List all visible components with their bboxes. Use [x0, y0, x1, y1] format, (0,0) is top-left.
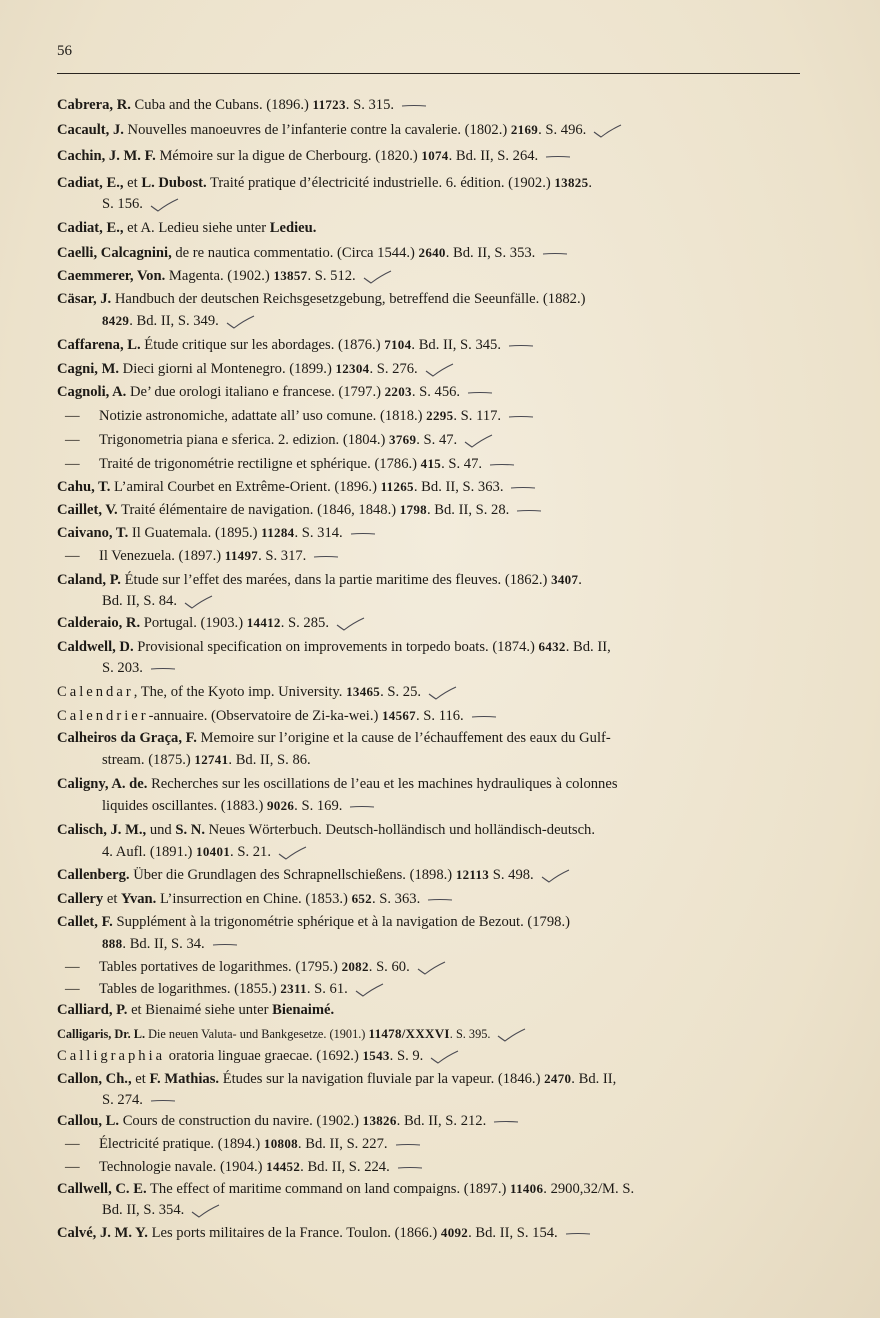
ditto-dash: — [65, 959, 80, 975]
entry-title: et A. Ledieu siehe unter [123, 220, 270, 236]
entry-title: Étude sur l’effet des marées, dans la partie maritime des fleuves. (1862.) [120, 572, 552, 588]
catalog-entry [57, 569, 817, 612]
ditto-dash: — [65, 1136, 80, 1152]
entry-author: Caland, P. [57, 572, 121, 588]
entry-continuation [57, 310, 817, 332]
catalog-entry [57, 145, 817, 167]
entry-title: Technologie navale. (1904.) [99, 1159, 267, 1175]
entry-author: Callenberg. [57, 867, 130, 883]
catalog-entry [57, 728, 817, 771]
entry-catalog-number: 13857 [273, 268, 308, 283]
entry-author: Callet, F. [57, 914, 113, 930]
catalog-entry [57, 358, 817, 380]
entry-location: . S. 21. [230, 844, 271, 860]
entry-author: Callery [57, 891, 104, 907]
entry-title-cont: S. 203. [102, 660, 143, 676]
entry-title: Die neuen Valuta- und Bankgesetze. (1901.) [145, 1027, 369, 1041]
entry-location: . S. 117. [453, 408, 502, 424]
entry-catalog-number: 13825 [554, 175, 589, 190]
dash-mark-icon [312, 550, 342, 564]
entry-title-cont: Bd. II, S. 84. [102, 593, 177, 609]
entry-title: Tables de logarithmes. (1855.) [99, 981, 281, 997]
entry-title-cont: S. 274. [102, 1092, 143, 1108]
check-mark-icon [540, 869, 570, 883]
catalog-entry [57, 1156, 825, 1178]
entry-spaced-title: Calligraphia [57, 1048, 166, 1064]
catalog-entry [57, 1045, 817, 1067]
entry-author: Cahu, T. [57, 479, 111, 495]
entry-continuation [57, 749, 817, 771]
entry-title-cont: L’insurrection en Chine. (1853.) [156, 891, 352, 907]
entry-title-cont: Bd. II, S. 354. [102, 1202, 185, 1218]
check-mark-icon [592, 124, 622, 138]
catalog-entry [57, 242, 817, 264]
entry-title: Memoire sur l’origine et la cause de l’échauffement des eaux du Gulf- [196, 730, 611, 746]
check-mark-icon [149, 198, 179, 212]
entry-location: . Bd. II, [571, 1071, 617, 1087]
catalog-entry [57, 545, 825, 567]
entry-coauthor: F. Mathias. [149, 1071, 220, 1087]
dash-mark-icon [396, 1161, 426, 1175]
entry-coauthor: S. N. [175, 822, 205, 838]
catalog-entry [57, 636, 817, 679]
check-mark-icon [427, 686, 457, 700]
entry-author: Calheiros da Graça, F. [57, 730, 197, 746]
catalog-entry [57, 522, 817, 544]
dash-mark-icon [348, 800, 378, 814]
entry-location: . Bd. II, [565, 639, 611, 655]
catalog-entry [57, 1178, 817, 1221]
catalog-entry [57, 1222, 817, 1244]
entry-author: Cacault, J. [57, 122, 124, 138]
entry-location: . S. 25. [380, 684, 422, 700]
entry-catalog-number: 11284 [261, 525, 295, 540]
ditto-dash: — [65, 548, 80, 564]
entry-catalog-number: 12304 [335, 361, 370, 376]
entry-continuation [57, 933, 817, 955]
check-mark-icon [429, 1050, 459, 1064]
catalog-entry [57, 381, 817, 403]
entry-catalog-number: 1074 [421, 148, 449, 163]
dash-mark-icon [149, 662, 179, 676]
entry-title: Supplément à la trigonométrie sphérique et à la navigation de Bezout. (1798.) [112, 914, 570, 930]
entry-title: -annuaire. (Observatoire de Zi-ka-wei.) [148, 708, 382, 724]
entry-catalog-number: 14412 [246, 615, 281, 630]
entry-continuation [57, 658, 817, 679]
entry-location: S. 498. [489, 867, 534, 883]
dash-mark-icon [507, 410, 537, 424]
catalog-entry [57, 476, 817, 498]
catalog-entry [57, 334, 817, 356]
entry-location: . Bd. II, S. 86. [228, 752, 311, 768]
catalog-entry [57, 119, 817, 141]
entry-author: Calderaio, R. [57, 615, 141, 631]
catalog-entry [57, 705, 817, 727]
entry-location: . S. 314. [294, 525, 343, 541]
entry-title-cont: Études sur la navigation fluviale par la vapeur. (1846.) [219, 1071, 545, 1087]
entry-author: Callon, Ch., [57, 1071, 132, 1087]
entry-catalog-number: 2295 [426, 408, 454, 423]
entry-catalog-number: 3769 [389, 432, 417, 447]
entry-catalog-number: 7104 [384, 337, 412, 352]
catalog-entry [57, 681, 817, 703]
entry-author: Cadiat, E., [57, 220, 124, 236]
entry-location: . [578, 572, 582, 588]
dash-mark-icon [149, 1094, 179, 1108]
entry-catalog-number: 8429 [102, 313, 130, 328]
entry-author: Caillet, V. [57, 502, 118, 518]
catalog-entry [57, 94, 817, 116]
entry-title: Portugal. (1903.) [140, 615, 247, 631]
entry-title: Magenta. (1902.) [165, 268, 274, 284]
entry-title: L’amiral Courbet en Extrême-Orient. (1896.) [110, 479, 381, 495]
catalog-entry [57, 405, 825, 427]
entry-location: . Bd. II, S. 349. [129, 313, 219, 329]
check-mark-icon [225, 315, 255, 329]
entry-spaced-title: Calendar [57, 684, 134, 700]
check-mark-icon [190, 1204, 220, 1218]
catalog-entry [57, 864, 817, 886]
catalog-entry [57, 265, 817, 287]
entry-title-cont: S. 156. [102, 196, 143, 212]
entry-location: . Bd. II, S. 154. [468, 1225, 558, 1241]
dash-mark-icon [492, 1115, 522, 1129]
entry-title: Provisional specification on improvements in torpedo boats. (1874.) [133, 639, 539, 655]
entry-catalog-number: 3407 [551, 572, 579, 587]
catalog-entry [57, 912, 817, 955]
catalog-entry [57, 978, 825, 1000]
entry-location: . Bd. II, S. 224. [300, 1159, 390, 1175]
entry-title-cont: Traité pratique d’électricité industrielle. 6. édition. (1902.) [206, 175, 555, 191]
dash-mark-icon [515, 504, 545, 518]
dash-mark-icon [541, 247, 571, 261]
ditto-dash: — [65, 408, 80, 424]
entry-location: . S. 363. [371, 891, 421, 907]
entry-location: . S. 61. [306, 981, 348, 997]
catalog-entry [57, 820, 817, 863]
check-mark-icon [463, 434, 493, 448]
entry-title: Traité de trigonométrie rectiligne et sphérique. (1786.) [99, 456, 421, 472]
entry-title: et [123, 175, 142, 191]
catalog-entry [57, 1110, 817, 1132]
entry-author: Caligny, A. de. [57, 776, 148, 792]
entry-title: Cours de construction du navire. (1902.) [119, 1113, 363, 1129]
catalog-entry [57, 499, 817, 521]
entry-author: Callwell, C. E. [57, 1181, 147, 1197]
entry-title: et Bienaimé siehe unter [127, 1002, 273, 1018]
entry-coauthor: Bienaimé. [272, 1002, 335, 1018]
entry-catalog-number: 11406 [509, 1181, 544, 1196]
entry-author: Cagnoli, A. [57, 384, 127, 400]
entry-catalog-number: 14452 [266, 1159, 301, 1174]
entry-spaced-title: Calendrier [57, 708, 149, 724]
dash-mark-icon [400, 99, 430, 113]
entry-title: Étude critique sur les abordages. (1876.) [140, 337, 385, 353]
entry-location: . Bd. II, S. 28. [426, 502, 510, 518]
entry-catalog-number: 888 [102, 936, 123, 951]
entry-title: et [103, 891, 122, 907]
entry-continuation [57, 1200, 817, 1221]
page-number: 56 [57, 43, 72, 59]
entry-location: . S. 9. [389, 1048, 424, 1064]
entry-catalog-number: 10808 [263, 1136, 298, 1151]
entry-location: . S. 116. [415, 708, 464, 724]
ditto-dash: — [65, 432, 80, 448]
entry-title: Électricité pratique. (1894.) [99, 1136, 264, 1152]
dash-mark-icon [466, 386, 496, 400]
entry-catalog-number: 2169 [510, 122, 539, 137]
check-mark-icon [335, 617, 365, 631]
entry-location: . S. 317. [258, 548, 307, 564]
entry-location: . Bd. II, S. 227. [297, 1136, 388, 1152]
entry-location: . S. 315. [345, 97, 395, 113]
entry-catalog-number: 13826 [362, 1113, 397, 1128]
entry-catalog-number: 652 [351, 891, 372, 906]
entry-location: . S. 496. [538, 122, 587, 138]
ditto-dash: — [65, 1159, 80, 1175]
catalog-entry [57, 172, 817, 215]
entry-title: de re nautica commentatio. (Circa 1544.) [171, 245, 419, 261]
entry-title: Handbuch der deutschen Reichsgesetzgebung, betreffend die Seeunfälle. (1882.) [111, 291, 586, 307]
entry-catalog-number: 9026 [266, 798, 295, 813]
entry-catalog-number: 13465 [346, 684, 381, 699]
entry-catalog-number: 6432 [538, 639, 566, 654]
entry-location: . Bd. II, S. 353. [445, 245, 536, 261]
entry-location: . S. 47. [441, 456, 483, 472]
ditto-dash: — [65, 981, 80, 997]
check-mark-icon [183, 595, 213, 609]
entry-continuation [57, 591, 817, 612]
entry-title: The effect of maritime command on land compaigns. (1897.) [146, 1181, 510, 1197]
entry-catalog-number: 14567 [381, 708, 416, 723]
entry-title: und [146, 822, 176, 838]
entry-author: Caldwell, D. [57, 639, 134, 655]
entry-author: Calisch, J. M., [57, 822, 147, 838]
entry-continuation [57, 841, 817, 863]
entry-author: Cachin, J. M. F. [57, 148, 156, 164]
catalog-entry [57, 774, 817, 817]
entry-title: Il Guatemala. (1895.) [128, 525, 262, 541]
entry-location: . S. 512. [307, 268, 356, 284]
entry-catalog-number: 11478/XXXVI [368, 1026, 450, 1041]
entry-title: Trigonometria piana e sferica. 2. edizion. (1804.) [99, 432, 390, 448]
entry-title: Notizie astronomiche, adattate all’ uso comune. (1818.) [99, 408, 427, 424]
entry-catalog-number: 12741 [194, 752, 229, 767]
entry-location: . S. 47. [416, 432, 458, 448]
entry-title: Nouvelles manoeuvres de l’infanterie contre la cavalerie. (1802.) [123, 122, 511, 138]
entry-title: Les ports militaires de la France. Toulon. (1866.) [147, 1225, 441, 1241]
entry-author: Callou, L. [57, 1113, 120, 1129]
entry-catalog-number: 1543 [362, 1048, 390, 1063]
entry-title: Mémoire sur la digue de Cherbourg. (1820.) [155, 148, 422, 164]
entry-catalog-number: 2203 [384, 384, 412, 399]
entry-title: oratoria linguae graecae. (1692.) [165, 1048, 363, 1064]
dash-mark-icon [509, 481, 539, 495]
dash-mark-icon [394, 1138, 424, 1152]
entry-catalog-number: 4092 [440, 1225, 469, 1240]
catalog-entry [57, 1133, 825, 1155]
entry-catalog-number: 2311 [280, 981, 307, 996]
check-mark-icon [424, 363, 454, 377]
catalog-entry [57, 429, 825, 451]
entry-catalog-number: 2640 [418, 245, 446, 260]
entry-continuation [57, 795, 817, 817]
entry-catalog-number: 2082 [341, 959, 369, 974]
check-mark-icon [354, 983, 384, 997]
catalog-entry [57, 888, 817, 910]
entry-author: Calliard, P. [57, 1002, 128, 1018]
entry-author: Cagni, M. [57, 361, 120, 377]
entry-location: . S. 395. [449, 1027, 491, 1041]
entry-catalog-number: 1798 [399, 502, 427, 517]
entry-catalog-number: 11723 [312, 97, 346, 112]
entry-continuation [57, 194, 817, 215]
entry-title: Il Venezuela. (1897.) [99, 548, 225, 564]
check-mark-icon [277, 846, 307, 860]
catalog-entry [57, 1068, 817, 1111]
entry-title-cont: Neues Wörterbuch. Deutsch-holländisch und holländisch-deutsch. [204, 822, 595, 838]
entry-author: Calvé, J. M. Y. [57, 1225, 148, 1241]
entry-location: . S. 456. [411, 384, 461, 400]
dash-mark-icon [470, 710, 500, 724]
entry-catalog-number: 2470 [544, 1071, 572, 1086]
entry-author: Caivano, T. [57, 525, 129, 541]
entry-title: Traité élémentaire de navigation. (1846, 1848.) [117, 502, 400, 518]
entry-location: . S. 60. [368, 959, 410, 975]
catalog-entry [57, 1000, 817, 1021]
entry-title: Tables portatives de logarithmes. (1795.) [99, 959, 342, 975]
catalog-entry [57, 218, 817, 239]
entry-coauthor: L. Dubost. [141, 175, 207, 191]
entry-location: . S. 169. [294, 798, 343, 814]
dash-mark-icon [507, 339, 537, 353]
dash-mark-icon [211, 938, 241, 952]
entry-location: . Bd. II, S. 345. [411, 337, 501, 353]
dash-mark-icon [544, 150, 574, 164]
entry-author: Caelli, Calcagnini, [57, 245, 172, 261]
entry-continuation [57, 1090, 817, 1111]
entry-title: et [131, 1071, 150, 1087]
entry-catalog-number: 11265 [380, 479, 414, 494]
entry-coauthor: Ledieu. [269, 220, 317, 236]
dash-mark-icon [426, 893, 456, 907]
entry-location: . [588, 175, 593, 191]
catalog-entry [57, 453, 825, 475]
catalog-entry [57, 612, 817, 634]
entry-location: . 2900,32/M. S. [543, 1181, 635, 1197]
entry-title-cont: stream. (1875.) [102, 752, 195, 768]
dash-mark-icon [488, 458, 518, 472]
entry-catalog-number: 11497 [224, 548, 259, 563]
catalog-entry [57, 1023, 817, 1045]
entry-location: . S. 276. [369, 361, 418, 377]
check-mark-icon [362, 270, 392, 284]
entry-catalog-number: 10401 [196, 844, 231, 859]
entry-author: Cabrera, R. [57, 97, 131, 113]
entry-title-cont: 4. Aufl. (1891.) [102, 844, 197, 860]
entry-catalog-number: 12113 [455, 867, 490, 882]
entry-title: De’ due orologi italiano e francese. (1797.) [126, 384, 385, 400]
entry-title: , The, of the Kyoto imp. University. [133, 684, 347, 700]
entry-location: . Bd. II, S. 363. [413, 479, 504, 495]
entry-title: Cuba and the Cubans. (1896.) [130, 97, 313, 113]
entry-location: . Bd. II, S. 34. [122, 936, 205, 952]
entry-title: Dieci giorni al Montenegro. (1899.) [119, 361, 336, 377]
entry-author: Cadiat, E., [57, 175, 124, 191]
entry-catalog-number: 415 [420, 456, 442, 471]
catalog-entry [57, 289, 817, 332]
entry-author: Calligaris, Dr. L. [57, 1027, 146, 1041]
entry-location: . Bd. II, S. 264. [448, 148, 539, 164]
entry-coauthor: Yvan. [121, 891, 157, 907]
entry-location: . S. 285. [280, 615, 329, 631]
check-mark-icon [416, 961, 446, 975]
entry-title: Über die Grundlagen des Schrapnellschießens. (1898.) [129, 867, 456, 883]
entry-title-cont: liquides oscillantes. (1883.) [102, 798, 267, 814]
ditto-dash: — [65, 456, 80, 472]
dash-mark-icon [349, 527, 379, 541]
catalog-entry [57, 956, 825, 978]
check-mark-icon [496, 1028, 526, 1042]
entry-author: Caemmerer, Von. [57, 268, 166, 284]
entry-author: Caffarena, L. [57, 337, 141, 353]
entry-title: Recherches sur les oscillations de l’eau et les machines hydrauliques à colonnes [147, 776, 618, 792]
entry-location: . Bd. II, S. 212. [396, 1113, 487, 1129]
dash-mark-icon [564, 1227, 594, 1241]
entry-author: Cäsar, J. [57, 291, 112, 307]
